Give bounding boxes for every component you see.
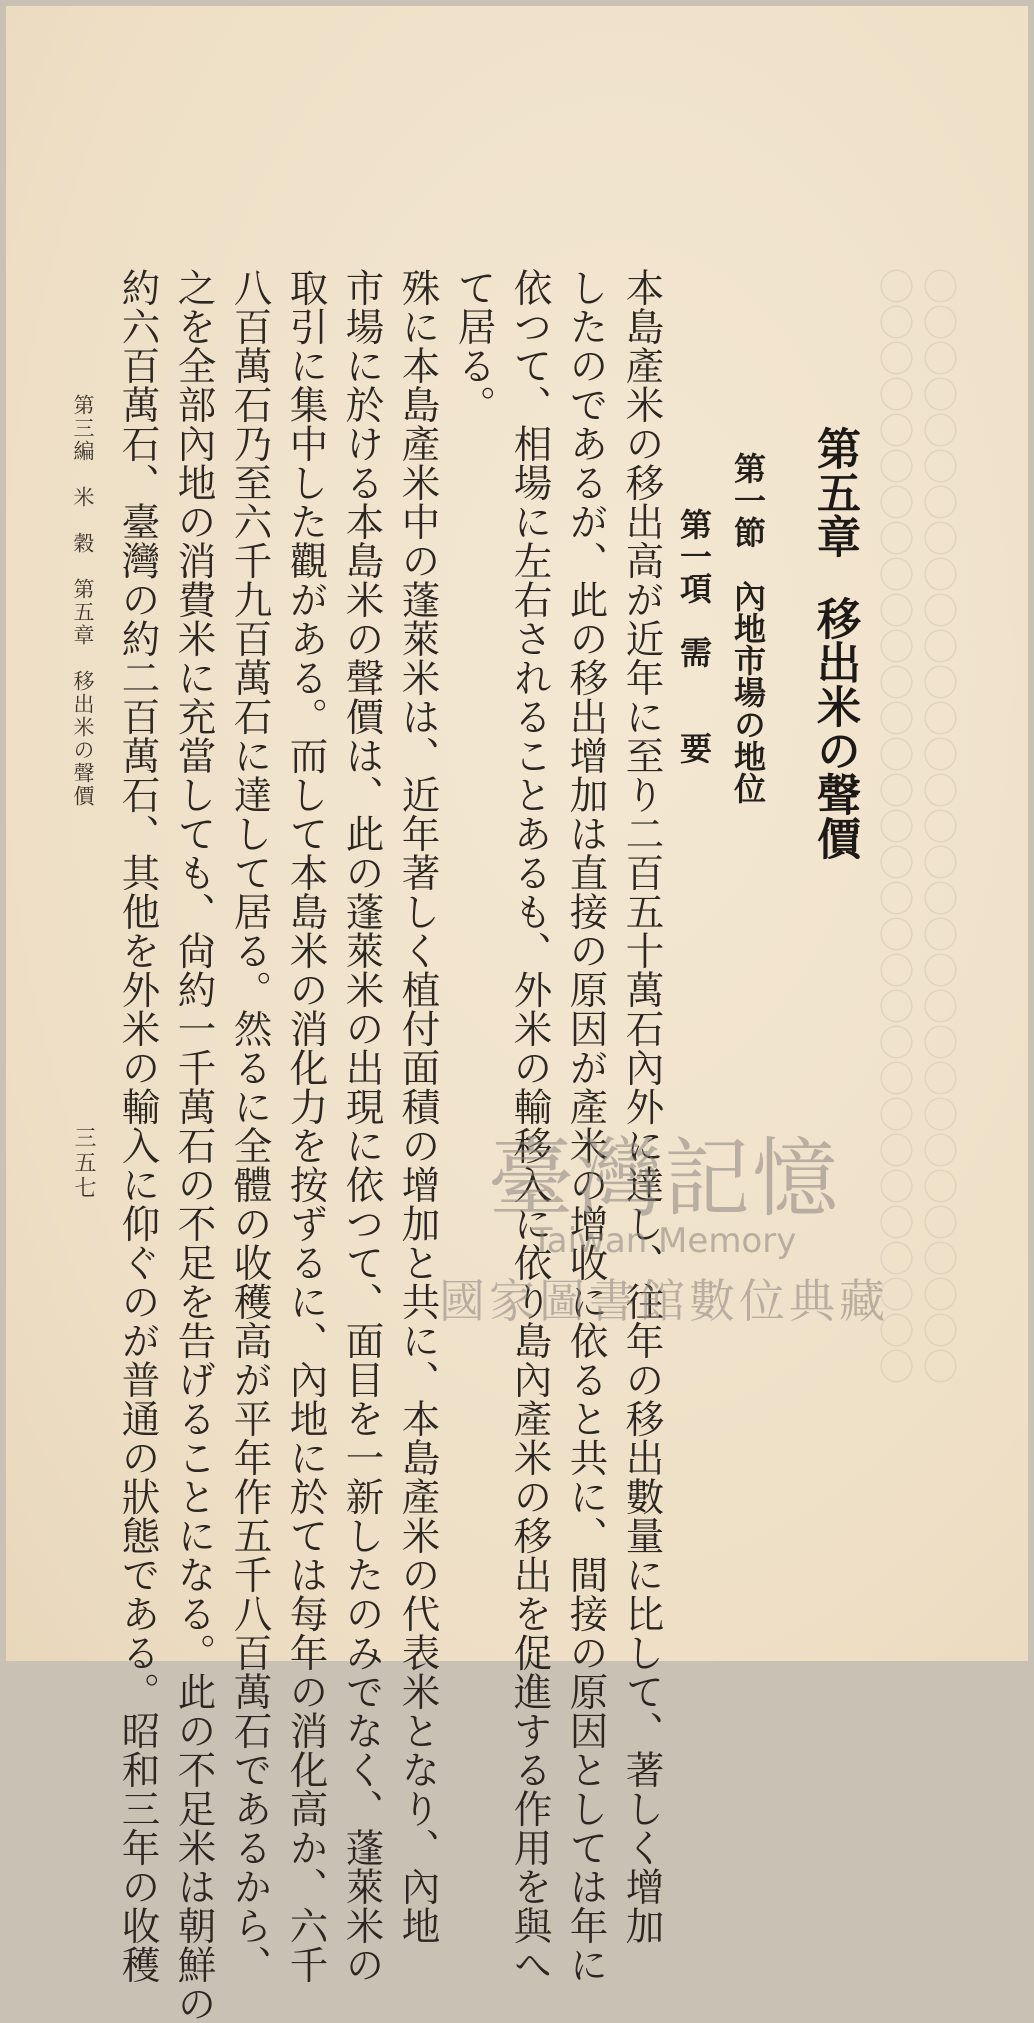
body-line-6: 市場に於ける本島米の聲價は、此の蓬萊米の出現に依つて、面目を一新したのみでなく、蓬萊米の <box>339 268 385 1984</box>
body-line-8: 八百萬石乃至六千九百萬石に達して居る。然るに全體の收穫高が平年作五千八百萬石であるから、 <box>227 268 273 1984</box>
page-number: 三五七 <box>71 1126 96 1201</box>
body-line-2: したのであるが、此の移出增加は直接の原因が產米の增收に依ると共に、間接の原因としては年に <box>563 268 609 1984</box>
body-line-4: て居る。 <box>451 268 497 424</box>
chapter-title: 移出米の聲價 <box>809 596 860 860</box>
body-line-3: 依つて、相場に左右されることあるも、外米の輸移入に依り島內產米の移出を促進する作用を與へ <box>507 268 553 1984</box>
body-line-5: 殊に本島產米中の蓬萊米は、近年著しく植付面積の增加と共に、本島產米の代表米となり、內地 <box>395 268 441 1945</box>
watermark-logo <box>414 1129 914 1462</box>
body-line-1: 本島產米の移出高が近年に至り二百五十萬石內外に達し、往年の移出數量に比して、著しく增加 <box>619 268 665 1945</box>
item-heading: 第一項 需 要 <box>675 508 713 764</box>
body-line-9: 之を全部內地の消費米に充當しても、尙約一千萬石の不足を告げることになる。此の不足米は朝鮮の <box>171 268 217 2023</box>
section-heading: 第一節 內地市場の地位 <box>729 452 767 804</box>
chapter-number: 第五章 <box>809 426 860 558</box>
running-footer: 第三編 米 穀 第五章 移出米の聲價 <box>71 394 95 808</box>
watermark-english: Taiwan Memory <box>531 1220 797 1261</box>
bleed-through-text: 〇〇〇〇〇〇〇〇〇〇〇〇〇〇〇〇〇〇〇〇〇〇〇〇〇〇〇〇〇〇〇 <box>917 268 958 1384</box>
watermark-institution: 國家圖書館數位典藏 <box>439 1273 889 1328</box>
body-line-10: 約六百萬石、臺灣の約二百萬石、其他を外米の輸入に仰ぐのが普通の狀態である。昭和三年の收穫 <box>115 268 161 1984</box>
chapter-heading <box>809 426 860 860</box>
book-page <box>6 6 1028 2023</box>
body-line-7: 取引に集中した觀がある。而して本島米の消化力を按ずるに、內地に於ては每年の消化高か、六千 <box>283 268 329 1984</box>
watermark-chinese: 臺灣記憶 <box>488 1129 840 1229</box>
bleed-through-text: 〇〇〇〇〇〇〇〇〇〇〇〇〇〇〇〇〇〇〇〇〇〇〇〇〇〇〇〇〇〇〇 <box>873 268 914 1384</box>
